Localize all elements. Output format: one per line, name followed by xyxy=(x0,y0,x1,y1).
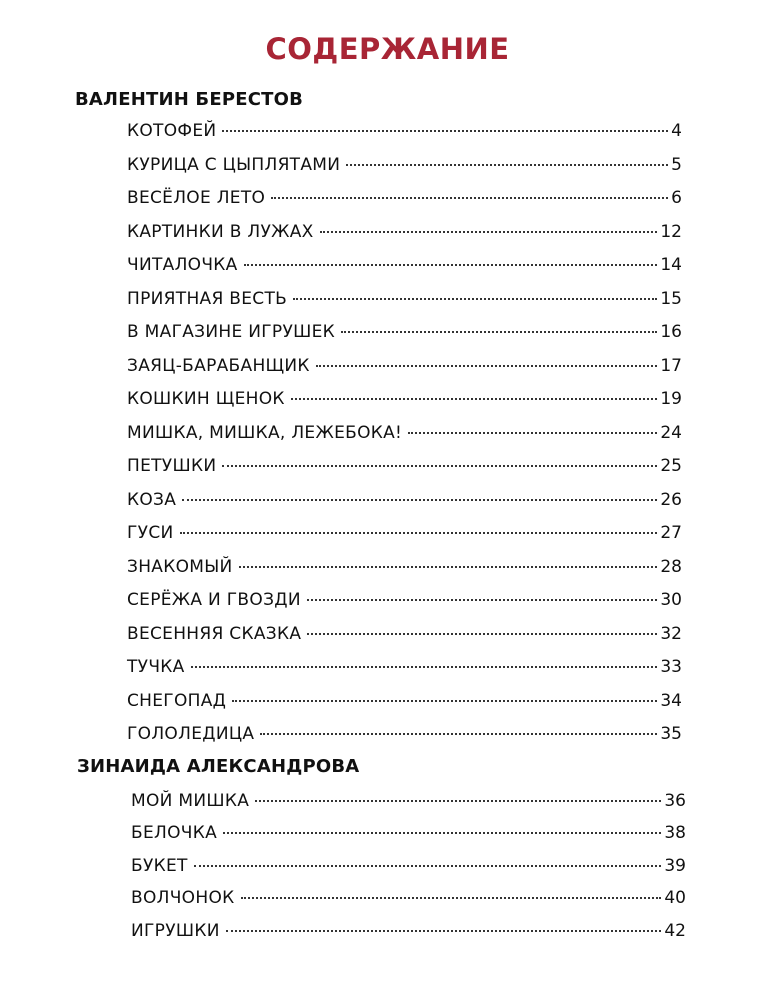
entry-title: ГУСИ xyxy=(127,523,174,543)
toc-entry[interactable] xyxy=(127,551,682,585)
entry-title: ВОЛЧОНОК xyxy=(131,888,235,909)
dot-leader xyxy=(408,432,657,434)
entry-title: ЗНАКОМЫЙ xyxy=(127,556,233,577)
toc-entry[interactable] xyxy=(127,685,682,719)
entry-title: КОЗА xyxy=(127,489,177,510)
toc-entry[interactable] xyxy=(127,316,682,350)
toc-entry[interactable] xyxy=(127,283,682,317)
toc-entry[interactable] xyxy=(127,350,682,384)
page-number: 28 xyxy=(660,556,682,577)
dot-leader xyxy=(307,633,657,635)
entry-title: СНЕГОПАД xyxy=(127,690,227,711)
page-number: 32 xyxy=(660,623,682,644)
toc-entry[interactable] xyxy=(131,850,686,882)
entry-title: ЗАЯЦ-БАРАБАНЩИК xyxy=(127,355,310,376)
toc-entries xyxy=(0,785,775,947)
toc-entry[interactable] xyxy=(127,182,682,216)
page-number: 12 xyxy=(660,221,682,242)
entry-title: ВЕСЕННЯЯ СКАЗКА xyxy=(127,623,302,644)
dot-leader xyxy=(226,930,662,932)
toc-entry[interactable] xyxy=(127,249,682,283)
toc-entry[interactable] xyxy=(127,618,682,652)
toc-entries xyxy=(0,115,775,752)
entry-title: ГОЛОЛЕДИЦА xyxy=(127,724,255,744)
page-title: СОДЕРЖАНИЕ xyxy=(265,32,510,66)
toc-entry[interactable] xyxy=(127,450,682,484)
dot-leader xyxy=(341,331,657,333)
dot-leader xyxy=(182,499,657,501)
entry-title: ИГРУШКИ xyxy=(131,920,220,941)
page-number: 33 xyxy=(660,657,682,677)
entry-title: СЕРЁЖА И ГВОЗДИ xyxy=(127,590,301,610)
dot-leader xyxy=(293,298,657,300)
dot-leader xyxy=(291,398,658,400)
toc-entry[interactable] xyxy=(127,651,682,685)
dot-leader xyxy=(320,231,658,233)
page-number: 15 xyxy=(660,288,682,309)
entry-title: БЕЛОЧКА xyxy=(131,823,218,844)
page-number: 30 xyxy=(660,590,682,610)
page-number: 39 xyxy=(664,855,686,876)
dot-leader xyxy=(223,832,661,834)
page-number: 35 xyxy=(660,724,682,744)
page-number: 38 xyxy=(664,823,686,844)
entry-title: ВЕСЁЛОЕ ЛЕТО xyxy=(127,188,266,208)
toc-entry[interactable] xyxy=(127,149,682,183)
page-number: 16 xyxy=(660,322,682,342)
toc-entry[interactable] xyxy=(131,785,686,817)
page-number: 17 xyxy=(660,355,682,376)
page-number: 6 xyxy=(671,188,682,208)
dot-leader xyxy=(232,700,657,702)
dot-leader xyxy=(222,465,657,467)
page-number: 42 xyxy=(664,920,686,941)
page-number: 19 xyxy=(660,389,682,409)
dot-leader xyxy=(241,897,662,899)
entry-title: МОЙ МИШКА xyxy=(131,791,250,811)
page-number: 5 xyxy=(671,154,682,175)
toc-section-berestov xyxy=(0,86,775,752)
page-number: 24 xyxy=(660,422,682,443)
page-number: 14 xyxy=(660,255,682,275)
page-number: 4 xyxy=(671,121,682,141)
toc-entry[interactable] xyxy=(127,383,682,417)
toc-entry[interactable] xyxy=(127,718,682,752)
entry-title: ПЕТУШКИ xyxy=(127,456,217,476)
toc-entry[interactable] xyxy=(127,584,682,618)
page-number: 40 xyxy=(664,888,686,909)
entry-title: В МАГАЗИНЕ ИГРУШЕК xyxy=(127,322,335,342)
entry-title: ПРИЯТНАЯ ВЕСТЬ xyxy=(127,288,288,309)
entry-title: БУКЕТ xyxy=(131,855,188,876)
page-number: 34 xyxy=(660,690,682,711)
page-number: 27 xyxy=(660,523,682,543)
dot-leader xyxy=(260,733,657,735)
author-heading: ЗИНАИДА АЛЕКСАНДРОВА xyxy=(77,756,360,777)
toc-entry[interactable] xyxy=(127,417,682,451)
dot-leader xyxy=(346,164,668,166)
entry-title: КОТОФЕЙ xyxy=(127,121,217,141)
toc-entry[interactable] xyxy=(131,915,686,947)
dot-leader xyxy=(222,130,668,132)
page-number: 36 xyxy=(664,791,686,811)
toc-section-aleksandrova xyxy=(0,753,775,947)
page-number: 25 xyxy=(660,456,682,476)
dot-leader xyxy=(316,365,658,367)
entry-title: КУРИЦА С ЦЫПЛЯТАМИ xyxy=(127,154,341,175)
toc-entry[interactable] xyxy=(127,216,682,250)
toc-entry[interactable] xyxy=(131,817,686,849)
dot-leader xyxy=(271,197,668,199)
entry-title: ТУЧКА xyxy=(127,657,185,677)
dot-leader xyxy=(255,800,661,802)
dot-leader xyxy=(191,666,658,668)
toc-entry[interactable] xyxy=(127,484,682,518)
page-number: 26 xyxy=(660,489,682,510)
entry-title: КОШКИН ЩЕНОК xyxy=(127,389,285,409)
dot-leader xyxy=(239,566,658,568)
author-heading: ВАЛЕНТИН БЕРЕСТОВ xyxy=(75,89,304,110)
dot-leader xyxy=(307,599,657,601)
entry-title: КАРТИНКИ В ЛУЖАХ xyxy=(127,221,314,242)
toc-entry[interactable] xyxy=(127,517,682,551)
toc-entry[interactable] xyxy=(127,115,682,149)
dot-leader xyxy=(194,865,662,867)
dot-leader xyxy=(244,264,658,266)
entry-title: МИШКА, МИШКА, ЛЕЖЕБОКА! xyxy=(127,422,403,443)
toc-entry[interactable] xyxy=(131,882,686,914)
dot-leader xyxy=(180,532,658,534)
entry-title: ЧИТАЛОЧКА xyxy=(127,255,238,275)
